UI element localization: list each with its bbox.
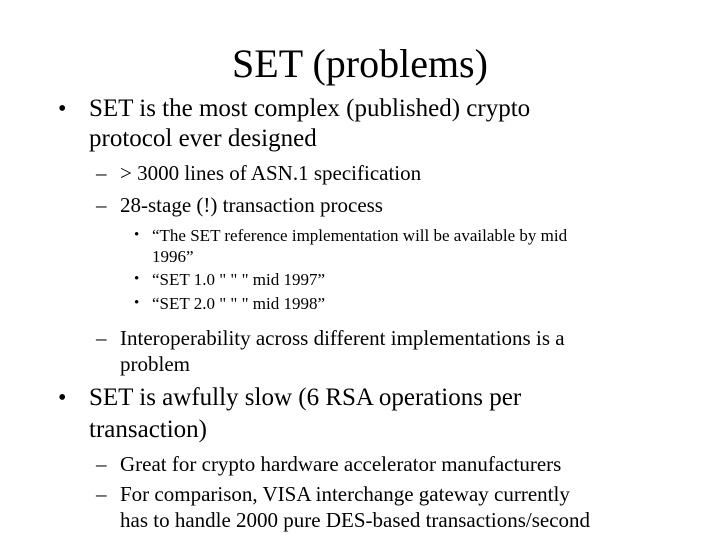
sub-bullet-line: has to handle 2000 pure DES-based transactions/second (120, 508, 591, 532)
nested-bullet-line: “SET 1.0 " " " mid 1997” (152, 270, 326, 289)
bullet-marker: • (58, 385, 67, 411)
dash-marker: – (96, 452, 107, 476)
dash-marker: – (96, 326, 107, 350)
dash-marker: – (96, 161, 107, 185)
bullet-line: protocol ever designed (89, 125, 317, 152)
bullet-marker: • (134, 227, 140, 243)
sub-bullet-line: For comparison, VISA interchange gateway currently (120, 482, 570, 506)
bullet-marker: • (58, 96, 67, 122)
dash-marker: – (96, 193, 107, 217)
sub-bullet-line: Great for crypto hardware accelerator manufacturers (120, 452, 562, 476)
sub-bullet-line: > 3000 lines of ASN.1 specification (120, 161, 422, 185)
sub-bullet-line: Interoperability across different implementations is a (120, 326, 565, 350)
bullet-line: SET is awfully slow (6 RSA operations per (89, 384, 522, 411)
nested-bullet-line: 1996” (152, 247, 194, 266)
sub-bullet-line: 28-stage (!) transaction process (120, 193, 383, 217)
bullet-line: transaction) (89, 416, 208, 443)
sub-bullet-line: problem (120, 352, 190, 376)
nested-bullet-line: “The SET reference implementation will be available by mid (152, 226, 568, 245)
bullet-marker: • (134, 271, 140, 287)
dash-marker: – (96, 482, 107, 506)
bullet-marker: • (134, 295, 140, 311)
slide-title: SET (problems) (232, 41, 488, 86)
bullet-line: SET is the most complex (published) crypto (89, 95, 531, 122)
nested-bullet-line: “SET 2.0 " " " mid 1998” (152, 294, 326, 313)
